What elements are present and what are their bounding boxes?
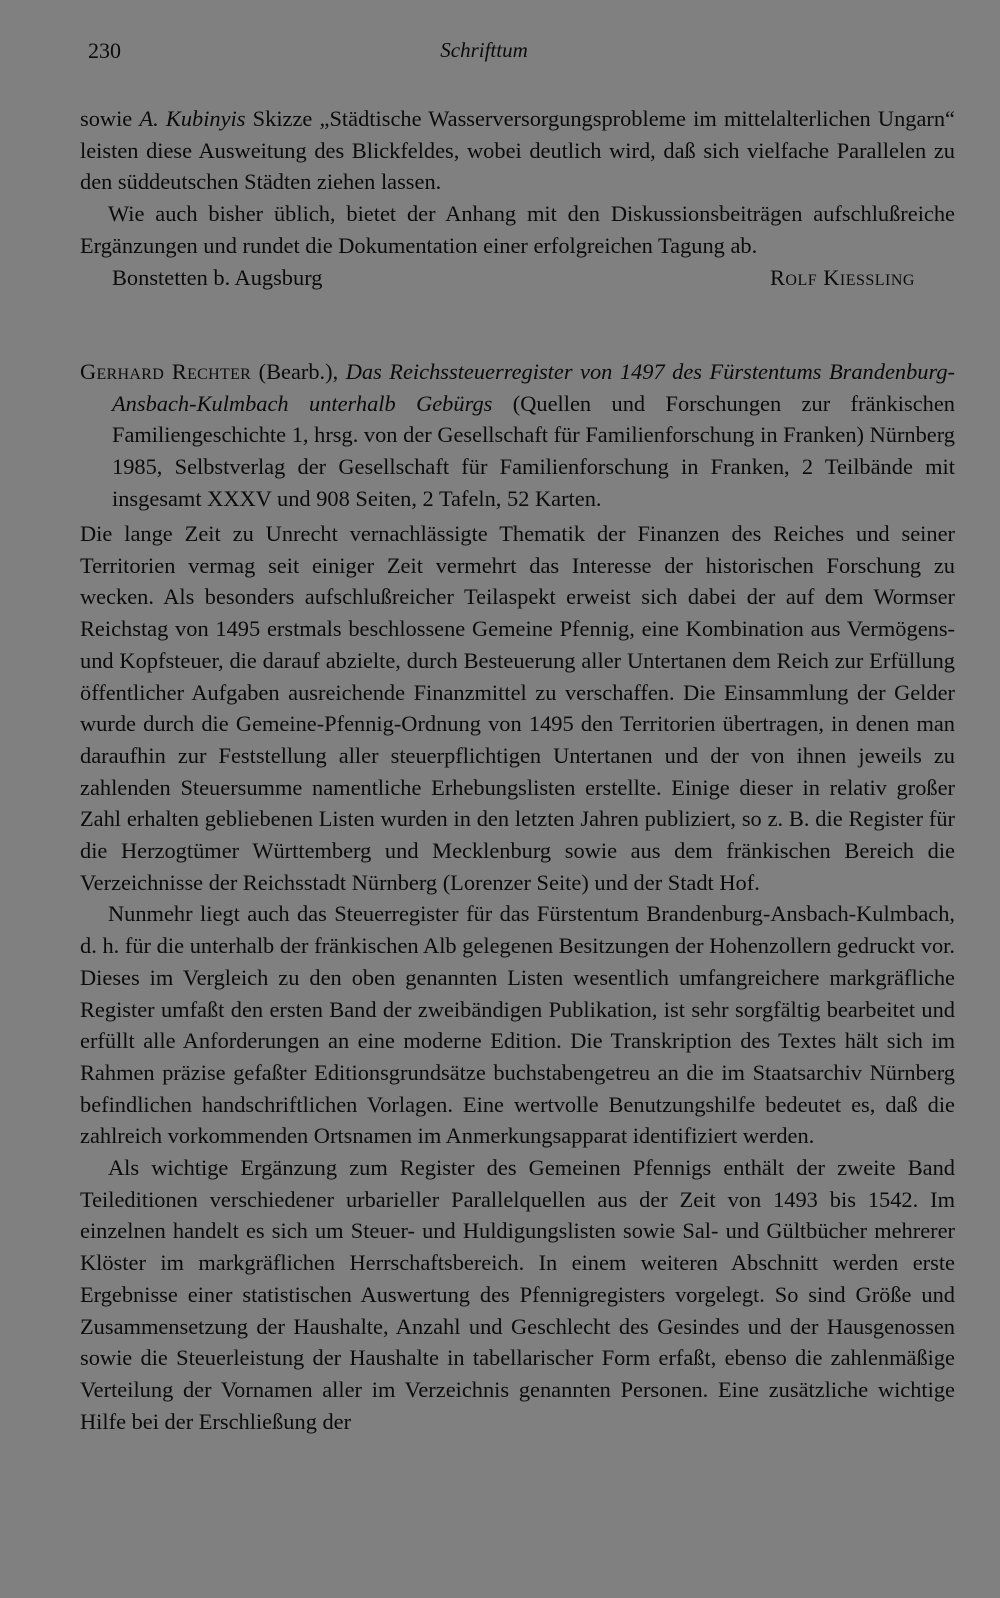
citation-author: Gerhard Rechter	[80, 359, 252, 384]
text-run: sowie	[80, 106, 140, 131]
previous-review-end	[80, 103, 955, 294]
running-title: Schrifttum	[440, 38, 528, 62]
review-paragraph-3: Als wichtige Ergänzung zum Register des Gemeinen Pfennigs enthält der zweite Band Teileditionen verschiedener urbarieller Parallelquellen aus der Zeit von 1493 bis 1542. Im einzelnen handelt es sich um Steuer- und Huldigungslisten sowie Sal- und Gültbücher mehrerer Klöster im markgräflichen Herrschaftsbereich. In einem weiteren Abschnitt werden erste Ergebnisse einer statistischen Auswertung des Pfennigregisters vorgelegt. So sind Größe und Zusammensetzung der Haushalte, Anzahl und Geschlecht des Gesindes und der Hausgenossen sowie die Steuerleistung der Haushalte in tabellarischer Form erfaßt, ebenso die zahlenmäßige Verteilung der Vornamen aller im Verzeichnis genannten Personen. Eine zusätzliche wichtige Hilfe bei der Erschließung der	[80, 1155, 955, 1434]
running-head	[88, 38, 880, 68]
text-run: Skizze „Städtische Wasserversorgungsprobleme im mittelalterlichen Ungarn“ leisten diese Ausweitung des Blickfeldes, wobei deutlich wird, daß sich vielfache Parallelen zu den süddeutschen Städten ziehen lassen.	[80, 106, 955, 195]
review-paragraph-2: Nunmehr liegt auch das Steuerregister für das Fürstentum Brandenburg-Ansbach-Kulmbach, d. h. für die unterhalb der fränkischen Alb gelegenen Besitzungen der Hohenzollern gedruckt vor. Dieses im Vergleich zu den oben genannten Listen wesentlich umfangreichere markgräfliche Register umfaßt den ersten Band der zweibändigen Publikation, ist sehr sorgfältig bearbeitet und erfüllt alle Anforderungen an eine moderne Edition. Die Transkription des Textes hält sich im Rahmen präzise gefaßter Editionsgrundsätze buchstabengetreu an die im Staatsarchiv Nürnberg befindlichen handschriftlichen Vorlagen. Eine wertvolle Benutzungshilfe bedeutet es, daß die zahlreich vorkommenden Ortsnamen im Anmerkungsapparat identifiziert werden.	[80, 901, 955, 1149]
previous-review-paragraph-2: Wie auch bisher üblich, bietet der Anhang mit den Diskussionsbeiträgen aufschlußreiche Ergänzungen und rundet die Dokumentation einer erfolgreichen Tagung ab.	[80, 201, 955, 258]
review-body	[80, 518, 955, 1437]
citation-role: (Bearb.),	[251, 359, 346, 384]
citation-entry	[80, 356, 955, 515]
bibliographic-citation	[80, 356, 955, 515]
reviewer-place: Bonstetten b. Augsburg	[112, 264, 323, 290]
citation-title: Das Reichssteuerregister von 1497 des Fürstentums Brandenburg-Ansbach-Kulmbach unterhalb Gebürgs	[112, 359, 956, 416]
page-number: 230	[88, 38, 121, 63]
reviewer-name: Rolf Kiessling	[769, 264, 915, 290]
review-signature	[80, 262, 955, 294]
previous-review-paragraph-1	[80, 103, 955, 198]
citation-details: (Quellen und Forschungen zur fränkischen Familiengeschichte 1, hrsg. von der Gesellschaft für Familienforschung in Franken) Nürnberg 1985, Selbstverlag der Gesellschaft für Familienforschung in Franken, 2 Teilbände mit insgesamt XXXV und 908 Seiten, 2 Tafeln, 52 Karten.	[112, 390, 955, 511]
review-paragraph-1: Die lange Zeit zu Unrecht vernachlässigte Thematik der Finanzen des Reiches und seiner Territorien vermag seit einiger Zeit vermehrt das Interesse der historischen Forschung zu wecken. Als besonders aufschlußreicher Teilaspekt erweist sich dabei der auf dem Wormser Reichstag von 1495 erstmals beschlossene Gemeine Pfennig, eine Kombination aus Vermögens- und Kopfsteuer, die darauf abzielte, durch Besteuerung aller Untertanen dem Reich zur Erfüllung öffentlicher Aufgaben ausreichende Finanzmittel zu verschaffen. Die Einsammlung der Gelder wurde durch die Gemeine-Pfennig-Ordnung von 1495 den Territorien übertragen, in denen man daraufhin zur Feststellung aller steuerpflichtigen Untertanen und der von ihnen jeweils zu zahlenden Steuersumme namentliche Erhebungslisten erstellte. Einige dieser in relativ großer Zahl erhalten gebliebenen Listen wurden in den letzten Jahren publiziert, so z. B. die Register für die Herzogtümer Württemberg und Mecklenburg sowie aus dem fränkischen Bereich die Verzeichnisse der Reichsstadt Nürnberg (Lorenzer Seite) und der Stadt Hof.	[80, 521, 955, 895]
cited-author-name: A. Kubinyis	[139, 106, 246, 131]
